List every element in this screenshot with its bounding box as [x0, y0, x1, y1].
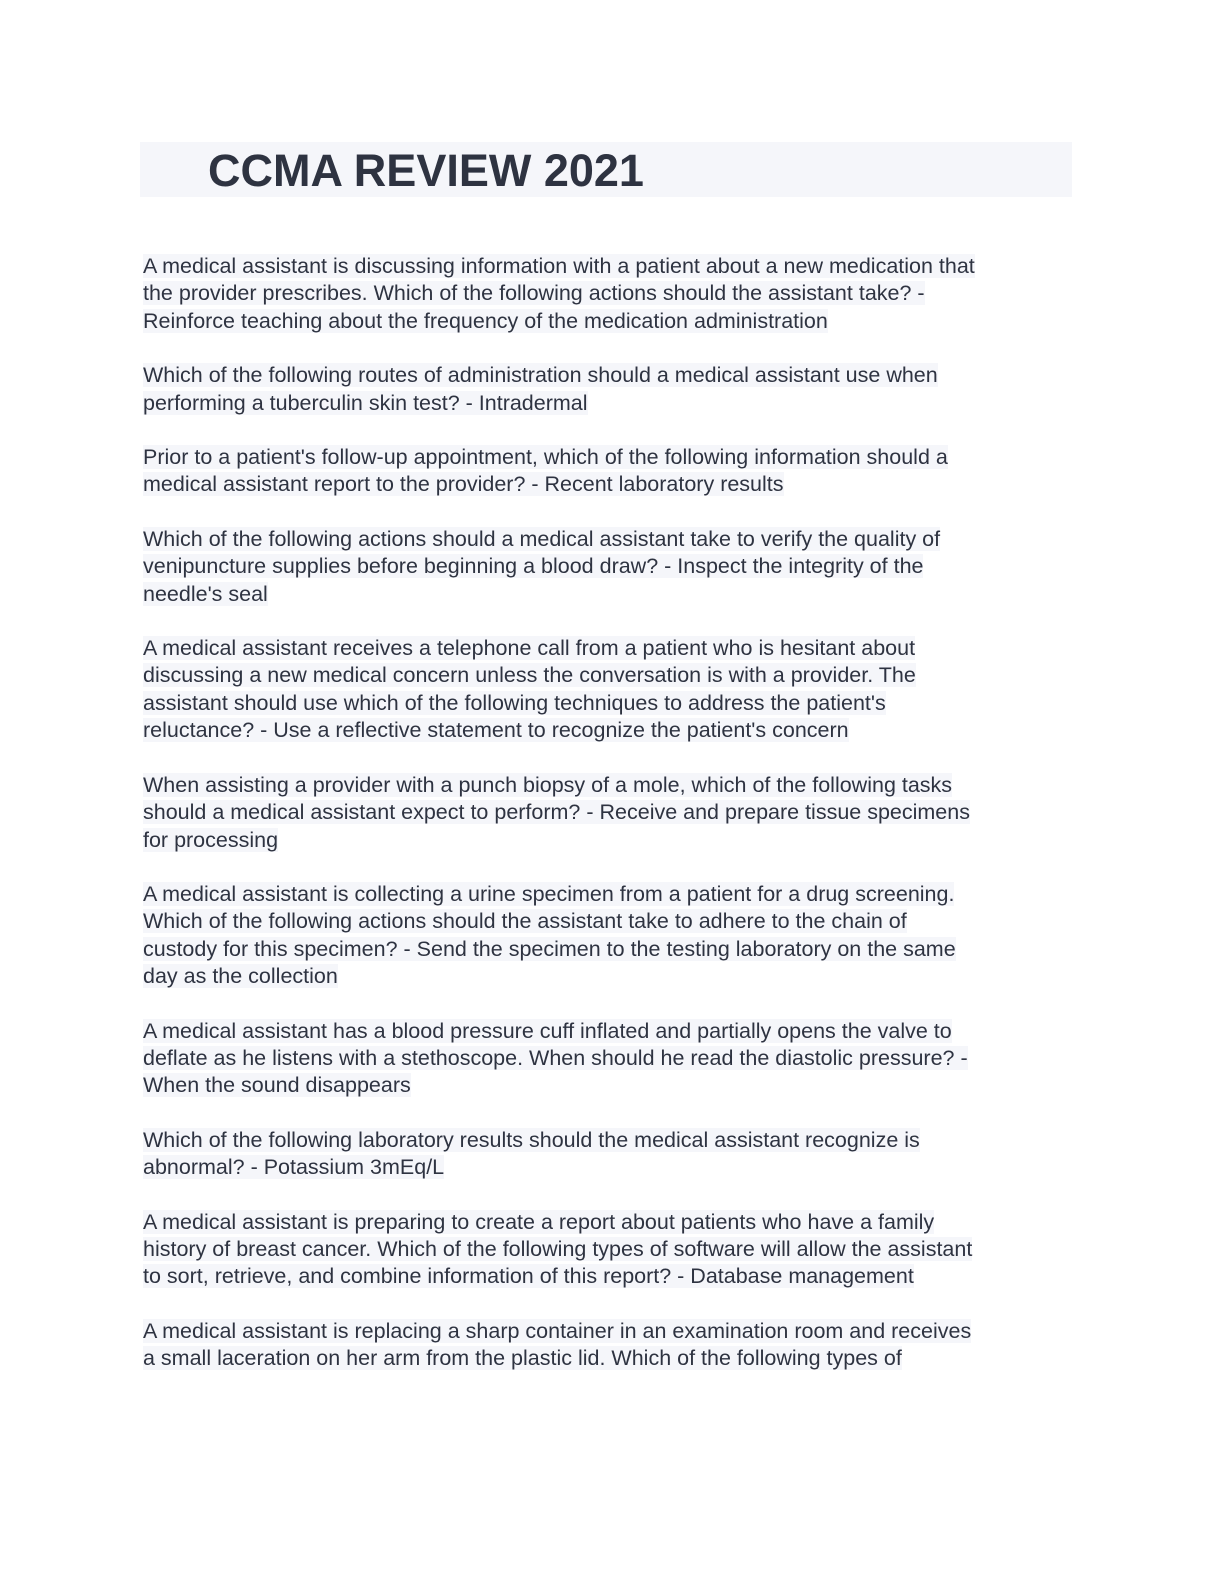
text-line-content: Prior to a patient's follow-up appointment, which of the following information should a: [143, 445, 948, 470]
text-line: [143, 1209, 1083, 1236]
page-title: CCMA REVIEW 2021: [208, 145, 644, 196]
text-line-content: Which of the following actions should the assistant take to adhere to the chain of: [143, 909, 907, 934]
text-line-content: A medical assistant is replacing a sharp container in an examination room and receives: [143, 1318, 972, 1343]
text-line-content: assistant should use which of the following techniques to address the patient's: [143, 690, 886, 715]
question-answer-item: [143, 1127, 1083, 1182]
text-line-content: A medical assistant is preparing to create a report about patients who have a family: [143, 1209, 935, 1234]
text-line-content: the provider prescribes. Which of the following actions should the assistant take? -: [143, 281, 925, 306]
text-line-content: When the sound disappears: [143, 1073, 411, 1098]
question-answer-item: [143, 1018, 1083, 1100]
text-line-content: discussing a new medical concern unless the conversation is with a provider. The: [143, 663, 916, 688]
text-line: [143, 253, 1083, 280]
question-answer-item: [143, 1318, 1083, 1373]
text-line: [143, 690, 1083, 717]
text-line-content: A medical assistant is discussing information with a patient about a new medication that: [143, 254, 975, 278]
text-line-content: abnormal? - Potassium 3mEq/L: [143, 1155, 445, 1180]
text-line-content: a small laceration on her arm from the plastic lid. Which of the following types of: [143, 1346, 902, 1371]
text-line: [143, 908, 1083, 935]
text-line: [143, 362, 1083, 389]
text-line-content: A medical assistant receives a telephone call from a patient who is hesitant about: [143, 636, 916, 661]
text-line: [143, 662, 1083, 689]
question-answer-item: [143, 772, 1083, 854]
text-line-content: custody for this specimen? - Send the specimen to the testing laboratory on the same: [143, 936, 956, 961]
question-answer-item: [143, 635, 1083, 745]
text-line-content: performing a tuberculin skin test? - Intradermal: [143, 390, 588, 415]
text-line-content: to sort, retrieve, and combine information of this report? - Database management: [143, 1264, 914, 1289]
text-line-content: A medical assistant is collecting a urine specimen from a patient for a drug screening.: [143, 881, 955, 906]
text-line-content: Which of the following actions should a medical assistant take to verify the quality of: [143, 526, 941, 551]
text-line: [143, 799, 1083, 826]
question-answer-item: [143, 526, 1083, 608]
text-line: [143, 772, 1083, 799]
text-line: [143, 1018, 1083, 1045]
text-line: [143, 1318, 1083, 1345]
text-line: [143, 308, 1083, 335]
text-line: [143, 1236, 1083, 1263]
text-line-content: Which of the following routes of administration should a medical assistant use when: [143, 363, 938, 388]
text-line-content: for processing: [143, 827, 279, 852]
text-line-content: should a medical assistant expect to perform? - Receive and prepare tissue specimens: [143, 800, 970, 825]
text-line-content: A medical assistant has a blood pressure cuff inflated and partially opens the valve to: [143, 1018, 952, 1043]
text-line: [143, 444, 1083, 471]
text-line: [143, 827, 1083, 854]
text-line: [143, 1263, 1083, 1290]
question-list: [143, 253, 1083, 1400]
text-line: [143, 1045, 1083, 1072]
text-line: [143, 635, 1083, 662]
text-line-content: deflate as he listens with a stethoscope. When should he read the diastolic pressure? -: [143, 1045, 968, 1070]
question-answer-item: [143, 253, 1083, 335]
question-answer-item: [143, 444, 1083, 499]
text-line: [143, 963, 1083, 990]
text-line-content: Which of the following laboratory results should the medical assistant recognize is: [143, 1127, 920, 1152]
text-line: [143, 936, 1083, 963]
text-line: [143, 1127, 1083, 1154]
text-line: [143, 553, 1083, 580]
text-line: [143, 390, 1083, 417]
text-line-content: medical assistant report to the provider? - Recent laboratory results: [143, 472, 784, 497]
text-line: [143, 1154, 1083, 1181]
text-line: [143, 1345, 1083, 1372]
text-line: [143, 526, 1083, 553]
text-line: [143, 881, 1083, 908]
text-line: [143, 471, 1083, 498]
text-line-content: Reinforce teaching about the frequency of the medication administration: [143, 308, 828, 333]
text-line-content: venipuncture supplies before beginning a blood draw? - Inspect the integrity of the: [143, 554, 924, 579]
text-line: [143, 581, 1083, 608]
question-answer-item: [143, 881, 1083, 991]
text-line-content: When assisting a provider with a punch biopsy of a mole, which of the following tasks: [143, 772, 953, 797]
question-answer-item: [143, 1209, 1083, 1291]
question-answer-item: [143, 362, 1083, 417]
text-line-content: day as the collection: [143, 964, 338, 989]
text-line-content: needle's seal: [143, 581, 268, 606]
text-line-content: reluctance? - Use a reflective statement to recognize the patient's concern: [143, 718, 849, 743]
text-line-content: history of breast cancer. Which of the following types of software will allow the assistant: [143, 1236, 973, 1261]
text-line: [143, 1072, 1083, 1099]
title-banner: [140, 142, 1072, 197]
text-line: [143, 280, 1083, 307]
text-line: [143, 717, 1083, 744]
